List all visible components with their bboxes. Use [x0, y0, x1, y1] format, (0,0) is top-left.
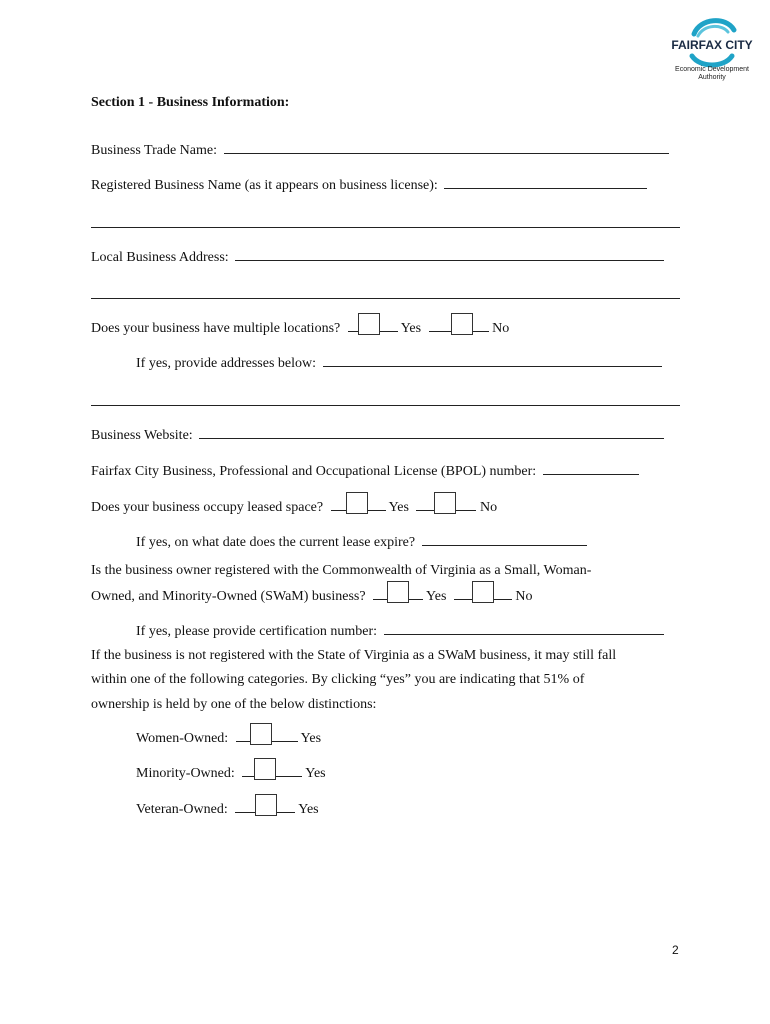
local-address-continuation-input[interactable]: [91, 298, 680, 299]
addresses-below-input[interactable]: [323, 365, 662, 367]
trade-name-row: [91, 143, 669, 159]
lease-expire-input[interactable]: [422, 544, 587, 546]
checkbox-square-icon: [346, 492, 368, 514]
registered-name-label: Registered Business Name (as it appears on business license):: [91, 178, 438, 193]
checkbox-square-icon: [250, 723, 272, 745]
women-owned-row: [136, 731, 321, 747]
cert-number-label: If yes, please provide certification number:: [136, 624, 378, 639]
leased-space-label: Does your business occupy leased space?: [91, 500, 324, 515]
checkbox-square-icon: [358, 313, 380, 335]
checkbox-square-icon: [387, 581, 409, 603]
women-owned-yes-checkbox[interactable]: [236, 740, 298, 742]
multiple-locations-label: Does your business have multiple locations?: [91, 321, 341, 336]
lease-expire-label: If yes, on what date does the current lease expire?: [136, 535, 416, 550]
swam-no-label: No: [515, 589, 533, 604]
multiple-locations-yes-checkbox[interactable]: [348, 330, 398, 332]
local-address-row: [91, 250, 664, 266]
cert-number-row: [136, 624, 664, 640]
checkbox-square-icon: [451, 313, 473, 335]
checkbox-square-icon: [434, 492, 456, 514]
leased-space-no-label: No: [479, 500, 498, 515]
section-title: Section 1 - Business Information:: [91, 95, 290, 110]
women-owned-label: Women-Owned:: [136, 731, 229, 746]
website-row: [91, 428, 664, 444]
minority-owned-yes-checkbox[interactable]: [242, 775, 302, 777]
registered-name-input[interactable]: [444, 187, 647, 189]
leased-space-row: [91, 500, 497, 516]
multiple-locations-no-checkbox[interactable]: [429, 330, 489, 332]
paragraph-line3: ownership is held by one of the below distinctions:: [91, 697, 377, 712]
multiple-locations-no-label: No: [492, 321, 510, 336]
logo-subtitle: [664, 66, 760, 82]
fairfax-city-logo: [664, 12, 760, 84]
leased-space-yes-checkbox[interactable]: [331, 509, 386, 511]
swam-no-checkbox[interactable]: [454, 598, 512, 600]
lease-expire-row: [136, 535, 587, 551]
cert-number-input[interactable]: [384, 633, 664, 635]
leased-space-yes-label: Yes: [388, 500, 409, 515]
checkbox-square-icon: [255, 794, 277, 816]
logo-subtitle-line1: Economic Development: [675, 66, 749, 73]
website-input[interactable]: [199, 437, 664, 439]
women-owned-yes-label: Yes: [300, 731, 322, 746]
veteran-owned-row: [136, 802, 319, 818]
swam-yes-label: Yes: [426, 589, 447, 604]
logo-subtitle-line2: Authority: [698, 74, 726, 81]
website-label: Business Website:: [91, 428, 193, 443]
bpol-label: Fairfax City Business, Professional and Occupational License (BPOL) number:: [91, 464, 537, 479]
veteran-owned-yes-label: Yes: [298, 802, 319, 817]
addresses-below-label: If yes, provide addresses below:: [136, 356, 317, 371]
checkbox-square-icon: [254, 758, 276, 780]
addresses-continuation-input[interactable]: [91, 405, 680, 406]
minority-owned-yes-label: Yes: [305, 766, 326, 781]
swam-row: [91, 589, 533, 605]
leased-space-no-checkbox[interactable]: [416, 509, 476, 511]
multiple-locations-yes-label: Yes: [400, 321, 422, 336]
trade-name-label: Business Trade Name:: [91, 143, 217, 158]
minority-owned-row: [136, 766, 326, 782]
registered-name-continuation-input[interactable]: [91, 227, 680, 228]
logo-name: FAIRFAX CITY: [671, 38, 753, 52]
minority-owned-label: Minority-Owned:: [136, 766, 235, 781]
local-address-label: Local Business Address:: [91, 250, 229, 265]
trade-name-input[interactable]: [224, 152, 669, 154]
registered-name-row: [91, 178, 647, 194]
page-number: 2: [672, 943, 679, 957]
bpol-row: [91, 464, 639, 480]
multiple-locations-row: [91, 321, 509, 337]
checkbox-square-icon: [472, 581, 494, 603]
veteran-owned-yes-checkbox[interactable]: [235, 811, 295, 813]
swam-label: Owned, and Minority-Owned (SWaM) business?: [91, 589, 366, 604]
swam-question-line1: Is the business owner registered with the Commonwealth of Virginia as a Small, Woman-: [91, 563, 592, 578]
local-address-input[interactable]: [235, 259, 664, 261]
veteran-owned-label: Veteran-Owned:: [136, 802, 228, 817]
swam-yes-checkbox[interactable]: [373, 598, 423, 600]
addresses-below-row: [136, 356, 662, 372]
paragraph-line2: within one of the following categories. By clicking “yes” you are indicating that 51% of: [91, 672, 585, 687]
paragraph-line1: If the business is not registered with the State of Virginia as a SWaM business, it may still fall: [91, 648, 617, 663]
bpol-input[interactable]: [543, 473, 639, 475]
